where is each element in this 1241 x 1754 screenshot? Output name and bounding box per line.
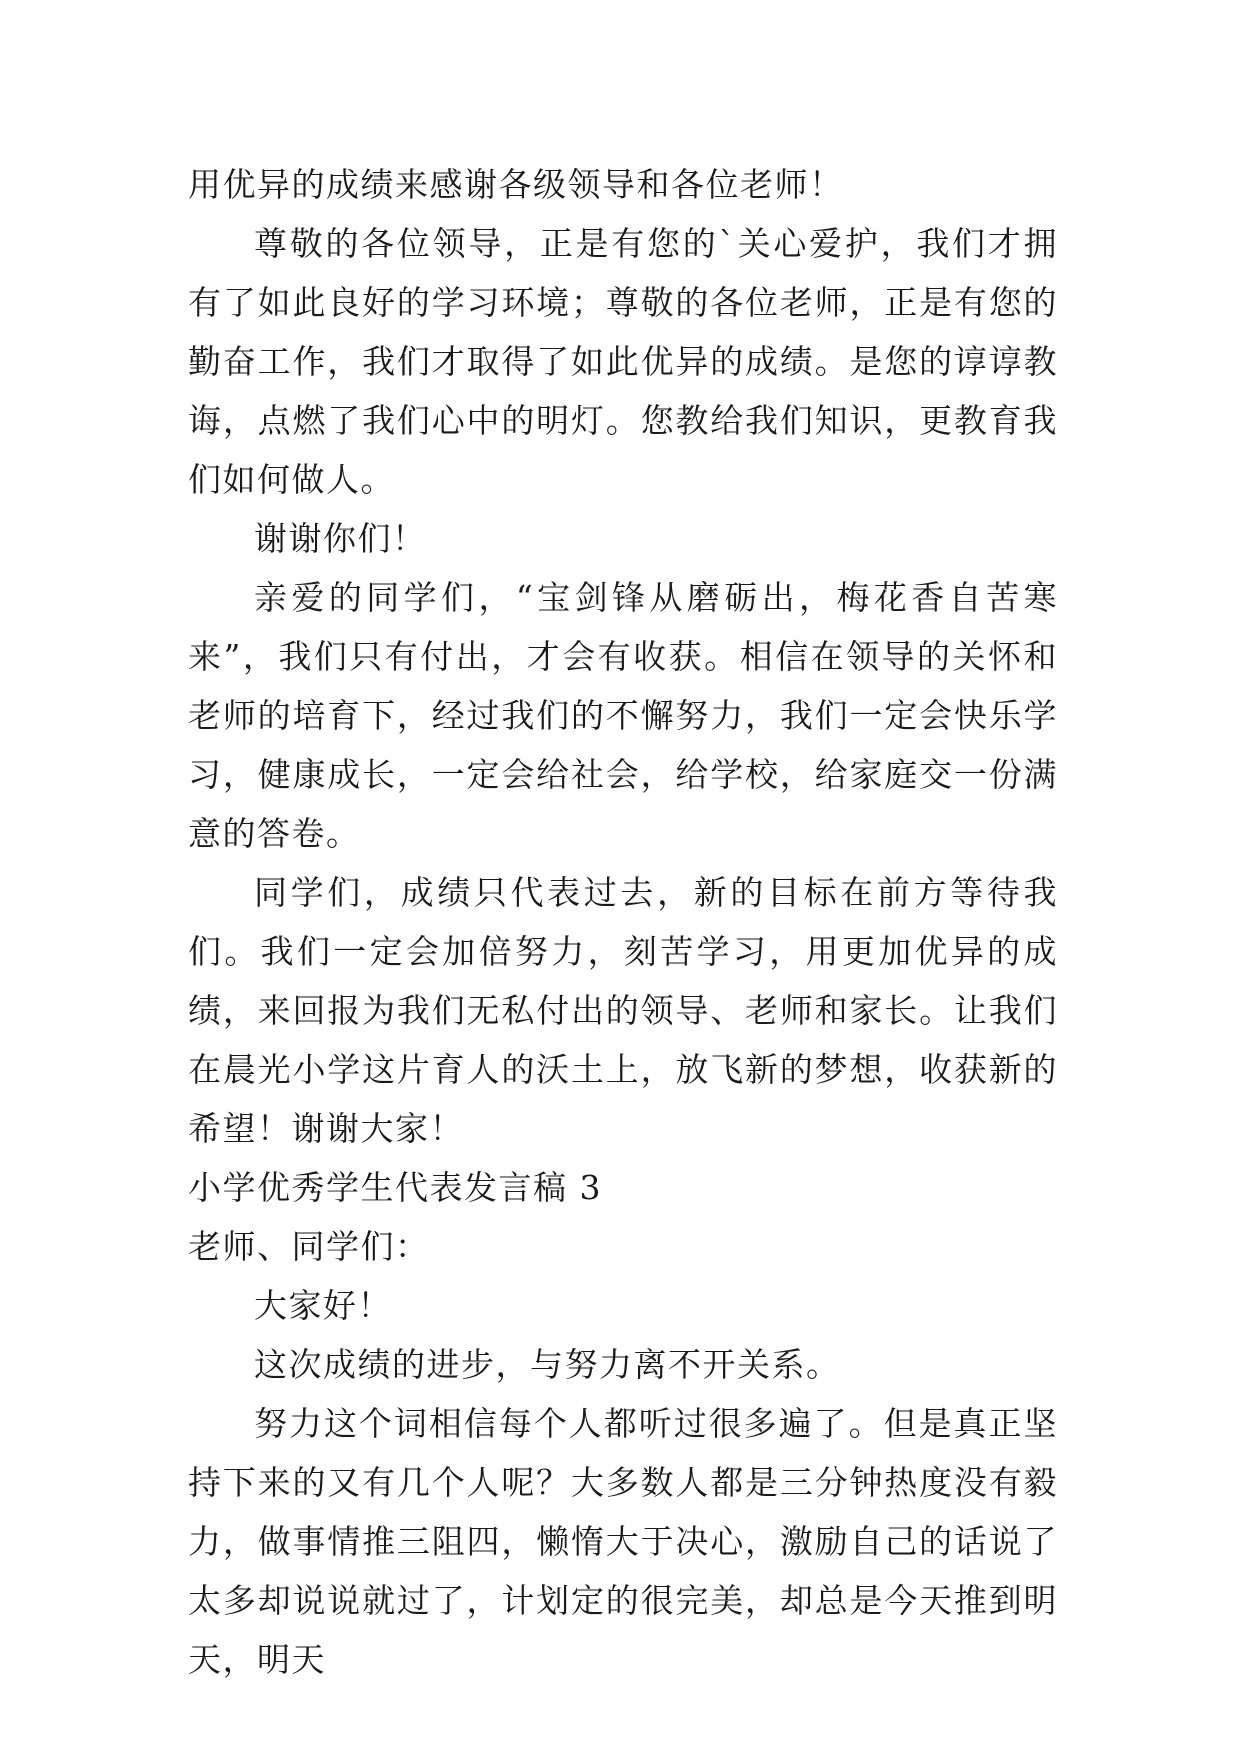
- section-heading: 小学优秀学生代表发言稿 3: [188, 1168, 602, 1207]
- paragraph-dear-classmates: 亲爱的同学们，“宝剑锋从磨砺出，梅花香自苦寒来”，我们只有付出，才会有收获。相信在领导的关怀和老师的培育下，经过我们的不懈努力，我们一定会快乐学习，健康成长，一定会给社会，给学校，给家庭交一份满意的答卷。: [188, 578, 1058, 853]
- paragraph-future-goals: 同学们，成绩只代表过去，新的目标在前方等待我们。我们一定会加倍努力，刻苦学习，用更加优异的成绩，来回报为我们无私付出的领导、老师和家长。让我们在晨光小学这片育人的沃土上，放飞新的梦想，收获新的希望！谢谢大家！: [188, 873, 1058, 1148]
- paragraph-effort: 努力这个词相信每个人都听过很多遍了。但是真正坚持下来的又有几个人呢？大多数人都是三分钟热度没有毅力，做事情推三阻四，懒惰大于决心，激励自己的话说了太多却说说就过了，计划定的很完美，却总是今天推到明天，明天: [188, 1404, 1058, 1679]
- paragraph-thanks-leaders-teachers: 尊敬的各位领导，正是有您的`关心爱护，我们才拥有了如此良好的学习环境；尊敬的各位老师，正是有您的勤奋工作，我们才取得了如此优异的成绩。是您的谆谆教诲，点燃了我们心中的明灯。您教给我们知识，更教育我们如何做人。: [188, 224, 1058, 499]
- greeting: 大家好！: [254, 1286, 392, 1325]
- salutation: 老师、同学们：: [188, 1227, 430, 1266]
- paragraph-progress: 这次成绩的进步，与努力离不开关系。: [254, 1345, 841, 1384]
- paragraph-closing-thanks: 用优异的成绩来感谢各级领导和各位老师！: [188, 165, 844, 204]
- document-body: [188, 155, 1058, 1689]
- paragraph-thank-you: 谢谢你们！: [254, 519, 427, 558]
